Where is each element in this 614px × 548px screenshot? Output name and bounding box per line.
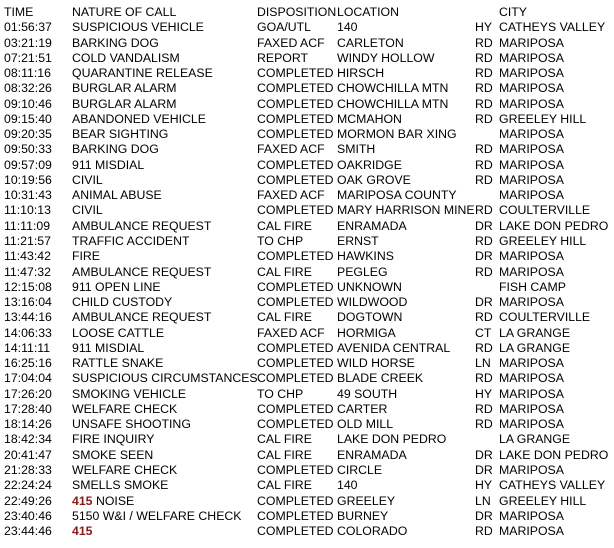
call-row (0, 417, 614, 432)
call-city: MARIPOSA (499, 508, 564, 523)
street-type: RD (475, 96, 493, 111)
call-nature-cell (72, 387, 186, 402)
call-disposition: COMPLETED (257, 81, 334, 96)
call-disposition: FAXED ACF (257, 325, 325, 340)
street-type: RD (475, 233, 493, 248)
street-type: RD (475, 203, 493, 218)
call-nature: BEAR SIGHTING (72, 127, 169, 142)
call-nature-cell (72, 36, 159, 51)
call-disposition: FAXED ACF (257, 142, 325, 157)
call-time: 22:49:26 (4, 493, 52, 508)
call-nature-cell (72, 97, 177, 112)
call-city: CATHEYS VALLEY (499, 478, 606, 493)
call-row (0, 66, 614, 81)
call-location: ENRAMADA (337, 218, 407, 233)
call-city: MARIPOSA (499, 157, 564, 172)
call-nature: QUARANTINE RELEASE (72, 66, 213, 81)
call-nature: 911 MISDIAL (72, 340, 145, 355)
call-city: MARIPOSA (499, 66, 564, 81)
street-type: HY (475, 478, 493, 493)
call-city: MARIPOSA (499, 524, 564, 539)
call-location: 140 (337, 20, 358, 35)
call-time: 14:11:11 (4, 340, 51, 355)
call-row (0, 249, 614, 264)
call-location: GREELEY (337, 493, 396, 508)
call-city: MARIPOSA (499, 417, 564, 432)
street-type: RD (475, 310, 493, 325)
call-disposition: COMPLETED (257, 401, 334, 416)
call-time: 23:44:46 (4, 524, 52, 539)
call-location: BURNEY (337, 508, 389, 523)
call-time: 17:26:20 (4, 386, 52, 401)
call-nature: BARKING DOG (72, 35, 159, 50)
street-type: HY (475, 386, 493, 401)
call-row (0, 265, 614, 280)
call-time: 08:32:26 (4, 81, 52, 96)
call-city: LAKE DON PEDRO (499, 218, 609, 233)
call-time: 09:20:35 (4, 127, 52, 142)
penal-code: 415 (72, 493, 93, 508)
call-disposition: COMPLETED (257, 524, 334, 539)
street-type: DR (475, 447, 493, 462)
call-disposition: CAL FIRE (257, 310, 312, 325)
call-city: MARIPOSA (499, 35, 564, 50)
call-nature: CIVIL (72, 203, 103, 218)
call-location: MARIPOSA COUNTY (337, 188, 457, 203)
call-city: COULTERVILLE (499, 310, 591, 325)
call-nature: AMBULANCE REQUEST (72, 264, 212, 279)
call-row (0, 188, 614, 203)
call-disposition: COMPLETED (257, 279, 334, 294)
call-disposition: REPORT (257, 50, 309, 65)
call-time: 16:25:16 (4, 356, 52, 371)
street-type: DR (475, 295, 493, 310)
call-time: 03:21:19 (4, 35, 52, 50)
call-row (0, 494, 614, 509)
call-location: CHOWCHILLA MTN (337, 96, 449, 111)
call-nature-cell (72, 402, 177, 417)
call-location: CARTER (337, 401, 388, 416)
call-disposition: COMPLETED (257, 417, 334, 432)
call-nature-cell (72, 158, 144, 173)
call-time: 13:16:04 (4, 295, 52, 310)
street-type: DR (475, 462, 493, 477)
call-nature: COLD VANDALISM (72, 50, 180, 65)
call-disposition: CAL FIRE (257, 432, 312, 447)
call-time: 07:21:51 (4, 50, 52, 65)
call-row (0, 295, 614, 310)
call-nature: SMOKING VEHICLE (72, 386, 187, 401)
call-disposition: COMPLETED (257, 172, 334, 187)
call-row (0, 509, 614, 524)
header-nature: NATURE OF CALL (72, 5, 177, 19)
call-nature: SUSPICIOUS VEHICLE (72, 20, 204, 35)
call-city: MARIPOSA (499, 172, 564, 187)
call-time: 01:56:37 (4, 20, 52, 35)
call-nature: TRAFFIC ACCIDENT (72, 233, 190, 248)
call-city: MARIPOSA (499, 264, 564, 279)
street-type: LN (475, 493, 491, 508)
call-city: LA GRANGE (499, 432, 571, 447)
call-disposition: COMPLETED (257, 295, 334, 310)
street-type: LN (475, 356, 491, 371)
call-location: LAKE DON PEDRO (337, 432, 447, 447)
call-nature-cell (72, 249, 100, 264)
call-city: GREELEY HILL (499, 233, 587, 248)
call-nature: FIRE (72, 249, 101, 264)
call-log (0, 5, 614, 539)
call-city: MARIPOSA (499, 142, 564, 157)
call-location: CIRCLE (337, 462, 383, 477)
call-row (0, 280, 614, 295)
call-location: OAK GROVE (337, 172, 411, 187)
call-time: 09:50:33 (4, 142, 52, 157)
call-row (0, 448, 614, 463)
call-nature: BURGLAR ALARM (72, 96, 177, 111)
call-nature-cell (72, 326, 164, 341)
call-city: MARIPOSA (499, 96, 564, 111)
call-nature-cell (72, 219, 211, 234)
call-city: MARIPOSA (499, 188, 564, 203)
street-type: RD (475, 50, 493, 65)
call-row (0, 524, 614, 539)
call-row (0, 81, 614, 96)
call-disposition: COMPLETED (257, 356, 334, 371)
call-nature-cell (72, 524, 93, 539)
call-disposition: CAL FIRE (257, 478, 312, 493)
call-nature-cell (72, 448, 153, 463)
call-city: COULTERVILLE (499, 203, 591, 218)
call-disposition: COMPLETED (257, 96, 334, 111)
call-city: MARIPOSA (499, 401, 564, 416)
call-nature-cell (72, 188, 162, 203)
call-disposition: GOA/UTL (257, 20, 311, 35)
street-type: DR (475, 218, 493, 233)
call-location: MARY HARRISON MINE (337, 203, 475, 218)
call-row (0, 341, 614, 356)
call-nature: BURGLAR ALARM (72, 81, 177, 96)
call-nature-cell (72, 463, 177, 478)
call-row (0, 51, 614, 66)
call-disposition: TO CHP (257, 233, 304, 248)
call-city: MARIPOSA (499, 462, 564, 477)
call-disposition: FAXED ACF (257, 35, 325, 50)
call-nature: ANIMAL ABUSE (72, 188, 162, 203)
call-disposition: COMPLETED (257, 249, 334, 264)
call-location: BLADE CREEK (337, 371, 424, 386)
header-location: LOCATION (337, 5, 399, 19)
call-disposition: COMPLETED (257, 127, 334, 142)
street-type: RD (475, 157, 493, 172)
call-location: AVENIDA CENTRAL (337, 340, 451, 355)
call-row (0, 20, 614, 35)
call-time: 17:28:40 (4, 401, 52, 416)
call-location: WINDY HOLLOW (337, 50, 435, 65)
call-location: CARLETON (337, 35, 404, 50)
call-nature-cell (72, 310, 211, 325)
call-location: OAKRIDGE (337, 157, 402, 172)
call-location: HAWKINS (337, 249, 394, 264)
call-location: PEGLEG (337, 264, 388, 279)
call-nature-cell (72, 51, 180, 66)
call-nature-cell (72, 234, 190, 249)
street-type: DR (475, 249, 493, 264)
call-row (0, 326, 614, 341)
call-city: LAKE DON PEDRO (499, 447, 609, 462)
call-city: MARIPOSA (499, 371, 564, 386)
call-location: COLORADO (337, 524, 408, 539)
call-location: MCMAHON (337, 111, 402, 126)
header-time: TIME (4, 5, 34, 19)
call-location: HORMIGA (337, 325, 396, 340)
call-location: ERNST (337, 233, 379, 248)
street-type: RD (475, 371, 493, 386)
call-time: 11:47:32 (4, 264, 51, 279)
call-row (0, 478, 614, 493)
call-nature-cell (72, 66, 213, 81)
call-nature: LOOSE CATTLE (72, 325, 165, 340)
street-type: RD (475, 35, 493, 50)
call-nature: SMOKE SEEN (72, 447, 154, 462)
call-city: MARIPOSA (499, 295, 564, 310)
call-disposition: COMPLETED (257, 508, 334, 523)
call-time: 10:31:43 (4, 188, 52, 203)
header-city: CITY (499, 5, 528, 19)
call-nature: AMBULANCE REQUEST (72, 218, 212, 233)
street-type: RD (475, 417, 493, 432)
call-nature-cell (72, 203, 103, 218)
call-time: 20:41:47 (4, 447, 52, 462)
call-disposition: TO CHP (257, 386, 304, 401)
call-time: 17:04:04 (4, 371, 52, 386)
call-location: DOGTOWN (337, 310, 403, 325)
call-row (0, 112, 614, 127)
street-type: RD (475, 340, 493, 355)
penal-code: 415 (72, 524, 93, 539)
call-location: CHOWCHILLA MTN (337, 81, 449, 96)
call-city: GREELEY HILL (499, 493, 587, 508)
call-location: WILD HORSE (337, 356, 415, 371)
call-nature-cell (72, 478, 168, 493)
call-disposition: CAL FIRE (257, 218, 312, 233)
call-nature: CIVIL (72, 172, 103, 187)
call-time: 13:44:16 (4, 310, 52, 325)
call-time: 21:28:33 (4, 462, 52, 477)
call-nature-cell (72, 127, 168, 142)
call-nature: BARKING DOG (72, 142, 159, 157)
call-time: 18:42:34 (4, 432, 52, 447)
street-type: RD (475, 142, 493, 157)
call-nature: RATTLE SNAKE (72, 356, 164, 371)
street-type: RD (475, 401, 493, 416)
call-time: 11:10:13 (4, 203, 51, 218)
call-city: FISH CAMP (499, 279, 566, 294)
call-row (0, 371, 614, 386)
call-time: 09:10:46 (4, 96, 52, 111)
call-nature-cell (72, 371, 258, 386)
call-time: 09:57:09 (4, 157, 52, 172)
call-disposition: COMPLETED (257, 66, 334, 81)
call-nature-cell (72, 20, 204, 35)
call-time: 18:14:26 (4, 417, 52, 432)
call-time: 12:15:08 (4, 279, 52, 294)
call-city: MARIPOSA (499, 249, 564, 264)
call-city: LA GRANGE (499, 340, 571, 355)
call-nature: SUSPICIOUS CIRCUMSTANCES (72, 371, 258, 386)
call-time: 11:21:57 (4, 233, 51, 248)
call-row (0, 203, 614, 218)
call-list (0, 20, 614, 539)
call-location: SMITH (337, 142, 376, 157)
call-row (0, 463, 614, 478)
call-nature-cell (72, 417, 191, 432)
call-location: 49 SOUTH (337, 386, 398, 401)
street-type: RD (475, 66, 493, 81)
call-nature: CHILD CUSTODY (72, 295, 173, 310)
call-time: 11:11:09 (4, 218, 51, 233)
call-nature: 911 MISDIAL (72, 157, 145, 172)
call-nature-cell (72, 295, 172, 310)
call-location: 140 (337, 478, 358, 493)
call-disposition: COMPLETED (257, 111, 334, 126)
call-city: MARIPOSA (499, 127, 564, 142)
call-nature: WELFARE CHECK (72, 462, 178, 477)
call-location: ENRAMADA (337, 447, 407, 462)
call-nature-cell (72, 173, 103, 188)
call-city: GREELEY HILL (499, 111, 587, 126)
call-row (0, 127, 614, 142)
call-row (0, 158, 614, 173)
call-disposition: COMPLETED (257, 371, 334, 386)
call-location: OLD MILL (337, 417, 394, 432)
street-type: RD (475, 81, 493, 96)
call-nature-cell (72, 280, 161, 295)
call-disposition: FAXED ACF (257, 188, 325, 203)
call-row (0, 219, 614, 234)
header-disposition: DISPOSITION (257, 5, 337, 19)
call-time: 08:11:16 (4, 66, 51, 81)
call-time: 23:40:46 (4, 508, 52, 523)
call-disposition: CAL FIRE (257, 264, 312, 279)
call-row (0, 432, 614, 447)
call-city: MARIPOSA (499, 50, 564, 65)
call-row (0, 36, 614, 51)
call-nature: ABANDONED VEHICLE (72, 111, 206, 126)
call-nature-cell (72, 265, 211, 280)
call-city: LA GRANGE (499, 325, 571, 340)
call-location: UNKNOWN (337, 279, 402, 294)
call-disposition: COMPLETED (257, 462, 334, 477)
call-city: MARIPOSA (499, 356, 564, 371)
call-time: 11:43:42 (4, 249, 51, 264)
call-time: 14:06:33 (4, 325, 52, 340)
call-location: HIRSCH (337, 66, 385, 81)
call-nature: AMBULANCE REQUEST (72, 310, 212, 325)
call-location: WILDWOOD (337, 295, 408, 310)
call-disposition: COMPLETED (257, 493, 334, 508)
call-city: MARIPOSA (499, 386, 564, 401)
call-nature-cell (72, 494, 134, 509)
call-nature-cell (72, 509, 241, 524)
street-type: DR (475, 508, 493, 523)
street-type: RD (475, 264, 493, 279)
street-type: RD (475, 524, 493, 539)
call-time: 22:24:24 (4, 478, 52, 493)
call-row (0, 234, 614, 249)
call-row (0, 387, 614, 402)
street-type: RD (475, 111, 493, 126)
street-type: CT (475, 325, 492, 340)
call-nature-cell (72, 356, 163, 371)
call-disposition: COMPLETED (257, 157, 334, 172)
call-time: 09:15:40 (4, 111, 52, 126)
call-row (0, 402, 614, 417)
call-disposition: COMPLETED (257, 203, 334, 218)
call-nature: NOISE (95, 493, 135, 508)
call-location: MORMON BAR XING (337, 127, 457, 142)
call-nature-cell (72, 142, 159, 157)
call-nature: 911 OPEN LINE (72, 279, 161, 294)
call-nature: WELFARE CHECK (72, 401, 178, 416)
call-nature: UNSAFE SHOOTING (72, 417, 191, 432)
street-type: HY (475, 20, 493, 35)
call-disposition: COMPLETED (257, 340, 334, 355)
call-nature-cell (72, 432, 154, 447)
call-nature-cell (72, 112, 206, 127)
call-row (0, 173, 614, 188)
call-row (0, 356, 614, 371)
street-type: RD (475, 172, 493, 187)
call-nature-cell (72, 81, 177, 96)
call-row (0, 142, 614, 157)
call-nature: 5150 W&I / WELFARE CHECK (72, 508, 242, 523)
call-nature: SMELLS SMOKE (72, 478, 169, 493)
call-row (0, 310, 614, 325)
call-disposition: CAL FIRE (257, 447, 312, 462)
header-row (0, 5, 614, 20)
call-nature-cell (72, 341, 144, 356)
call-city: CATHEYS VALLEY (499, 20, 606, 35)
call-nature: FIRE INQUIRY (72, 432, 155, 447)
call-row (0, 97, 614, 112)
call-time: 10:19:56 (4, 172, 52, 187)
call-city: MARIPOSA (499, 81, 564, 96)
